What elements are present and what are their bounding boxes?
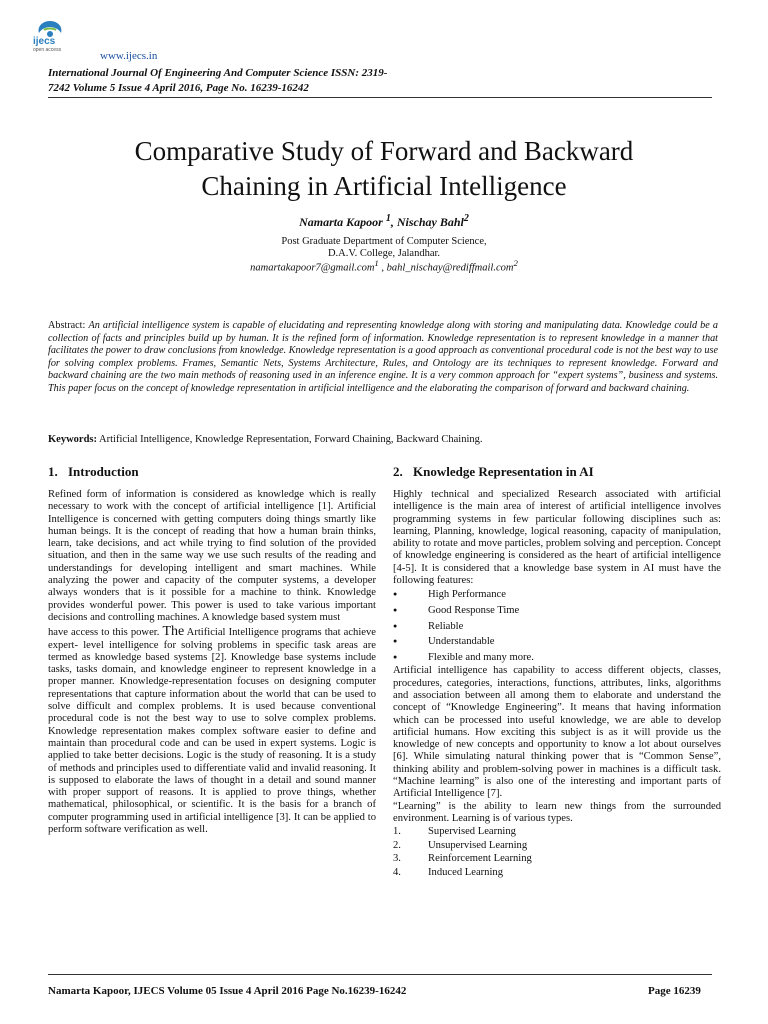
list-item: ● Flexible and many more.: [393, 650, 721, 666]
keywords-label: Keywords:: [48, 434, 97, 445]
section-1-paragraph-2: [48, 626, 376, 836]
section-1-number: 1.: [48, 464, 58, 479]
email-1-sup: 1: [374, 258, 379, 268]
section-1-p2-rest: Artificial Intelligence programs that achieve expert- level intelligence for solving problems in specific task areas are termed as knowledge based systems [2]. Knowledge base systems include tasks, tasks domain, and knowledge engineer to represent knowledge in a proper manner. Knowledge-representation focuses on designing computer representations that capture information about the world that can be used to solve difficult and complex problems. It is used because conventional procedural code is not the best way to use to solve complex problems. Knowledge representation makes complex software easier to define and maintain than procedural code and can be used in expert systems. Logic is applied to take better decisions. Logic is the study of reasoning. It is a study of methods and principles used to differentiate valid and invalid reasoning. It is supposed to elaborate the laws of thought in a detail and sound manner with proper support of reasons. It is applied to prove things, whether mathematical, philosophical, or scientific. It is the basis for a branch of computer programming used in artificial intelligence [3]. It can be applied to perform software verification as well.: [48, 627, 376, 836]
abstract: [48, 320, 718, 396]
affiliation: [0, 236, 768, 260]
authors: [0, 213, 768, 230]
paper-title: [40, 134, 728, 204]
author-emails: [0, 258, 768, 274]
affiliation-line1: Post Graduate Department of Computer Science,: [281, 236, 487, 247]
logo-text: ijecs: [33, 36, 56, 47]
features-list: [393, 587, 721, 665]
journal-header: [48, 66, 468, 96]
author-2: Nischay Bahl: [396, 215, 464, 229]
section-1-body: [48, 489, 376, 836]
list-number: 1.: [393, 826, 401, 838]
email-1[interactable]: namartakapoor7@gmail.com: [250, 262, 375, 274]
author-1-sup: 1: [385, 213, 391, 224]
journal-header-line2: 7242 Volume 5 Issue 4 April 2016, Page No. 16239-16242: [48, 82, 309, 94]
list-item: ● Understandable: [393, 634, 721, 650]
abstract-text: An artificial intelligence system is capable of elucidating and representing knowledge along with storing and manipulating data. Knowledge could be a collection of facts and principles build up by human. It is the refined form of information. Knowledge representation is to represent knowledge in a manner that facilitates the power to draw conclusions from knowledge. Knowledge representation is a good approach as conventional procedural code is not the best way to use for solving complex problems. Frames, Semantic Nets, Systems Architecture, Rules, and Ontology are its techniques to represent knowledge. Forward and backward chaining are the two main methods of reasoning used in an inference engine. It is a very common approach for “expert systems”, business and systems. This paper focus on the concept of knowledge representation in artificial intelligence and the elaborating the comparison of forward and backward chaining.: [48, 320, 719, 394]
header-divider: [48, 97, 712, 98]
section-1-heading: [48, 464, 139, 480]
keywords: [48, 434, 718, 445]
email-2[interactable]: bahl_nischay@rediffmail.com: [386, 262, 514, 274]
section-2-paragraph-1: Highly technical and specialized Research associated with artificial intelligence is the main area of interest of artificial intelligence involves programming systems in few particular following disciplines such as: learning, Planning, knowledge, logical reasoning, capacity of manipulation, ability to rotate and move particles, problem solving and perception. Concept of knowledge engineering is considered as the heart of artificial intelligence [4-5]. It is considered that a knowledge base system in AI must have the following features:: [393, 489, 721, 587]
abstract-label: Abstract:: [48, 320, 89, 331]
section-2-paragraph-3: “Learning” is the ability to learn new things from the surrounded environment. Learning is of various types.: [393, 800, 721, 824]
list-item: [393, 825, 721, 839]
list-item: [393, 852, 721, 866]
list-number: 3.: [393, 853, 401, 865]
author-1: Namarta Kapoor: [299, 215, 383, 229]
section-2-body: [393, 489, 721, 879]
section-2-paragraph-2: Artificial intelligence has capability to access different objects, classes, procedures, categories, interactions, functions, attributes, links, algorithms and association between all among them to elaborate and understand the concept of “Knowledge Engineering”. It means that having information which can be processed into useful knowledge, we are able to develop artificial humans. How exciting this subject is as it will provide us the knowledge of new concepts and opportunity to know a lot about ourselves [6]. While simulating natural thinking power that is “Common Sense”, thinking ability and problem-solving power in machines is a difficult task. “Machine learning” is also one of the interesting and important parts of Artificial Intelligence [7].: [393, 665, 721, 800]
section-1-paragraph-1: Refined form of information is considered as knowledge which is really necessary to work with the concept of artificial intelligence [1]. Artificial Intelligence is concerned with getting computers doing things smartly like human beings. It is the concept of reading that how a human brain thinks, learn, take decisions, and act while trying to find solution of the provided situation, and then in the same way we use such results of the reading and understandings for developing intelligent and smart machines. While analyzing the power and capacity of the computer systems, a developer always wonders that is it possible for a machine to think. Knowledge provides wonderful power. This power is used to take various important decisions and controlling machines. A knowledge based system must: [48, 489, 376, 623]
paper-title-line1: Comparative Study of Forward and Backward: [134, 136, 634, 166]
footer-divider: [48, 974, 712, 975]
section-2-heading: [393, 464, 594, 480]
journal-website-link[interactable]: www.ijecs.in: [100, 50, 158, 62]
list-number: 4.: [393, 866, 401, 878]
list-text: Induced Learning: [428, 866, 504, 878]
author-separator: ,: [390, 215, 397, 229]
list-text: Unsupervised Learning: [428, 839, 528, 851]
page-number: Page 16239: [648, 985, 701, 997]
section-1-title: Introduction: [68, 464, 139, 479]
learning-types-list: [393, 825, 721, 879]
list-text: Reinforcement Learning: [428, 853, 532, 865]
email-2-sup: 2: [513, 258, 518, 268]
logo-subtext: open access: [33, 47, 62, 53]
section-2-number: 2.: [393, 464, 403, 479]
section-2-title: Knowledge Representation in AI: [413, 464, 594, 479]
list-item: [393, 839, 721, 853]
author-2-sup: 2: [463, 213, 469, 224]
list-item: [393, 866, 721, 880]
keywords-text: Artificial Intelligence, Knowledge Representation, Forward Chaining, Backward Chaining.: [97, 434, 483, 445]
list-number: 2.: [393, 839, 401, 851]
paper-title-line2: Chaining in Artificial Intelligence: [201, 171, 567, 201]
list-item: ● High Performance: [393, 587, 721, 603]
list-item: ● Good Response Time: [393, 603, 721, 619]
section-1-p2-start: have access to this power.: [48, 627, 163, 639]
section-1-p2-big: The: [162, 624, 185, 640]
list-text: Supervised Learning: [428, 826, 516, 838]
footer-citation: Namarta Kapoor, IJECS Volume 05 Issue 4 April 2016 Page No.16239-16242: [48, 985, 407, 997]
affiliation-line2: D.A.V. College, Jalandhar.: [327, 248, 441, 259]
list-item: ● Reliable: [393, 619, 721, 635]
email-separator: ,: [378, 262, 387, 274]
journal-header-line1: International Journal Of Engineering And Computer Science ISSN: 2319-: [48, 67, 388, 79]
